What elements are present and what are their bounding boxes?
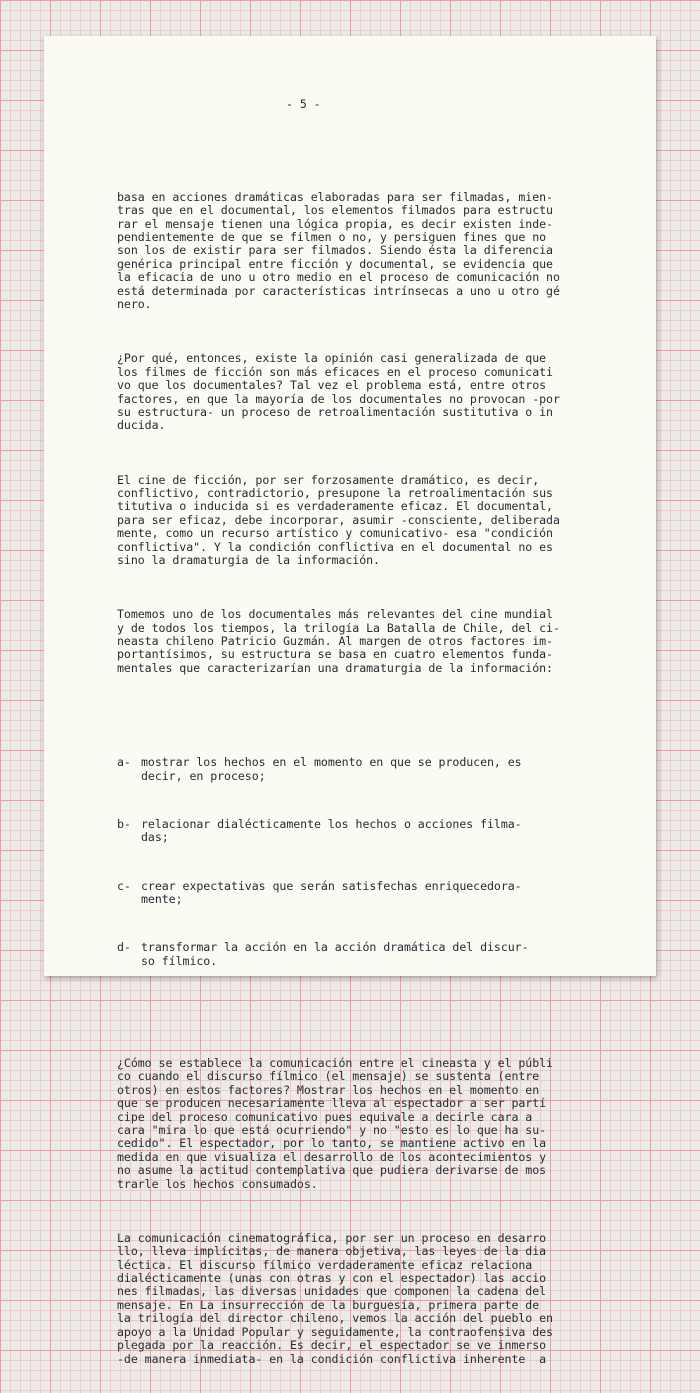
paragraph-2: ¿Por qué, entonces, existe la opinión casi generalizada de que los filmes de ficción son más eficaces en el proceso comunicati vo que los documentales? Tal vez el problema está, entre otros factores, en que la mayoría de los documentales no provocan -por su estructura- un proceso de retroalimentación sustitutiva o in ducida. xyxy=(117,351,560,433)
list-item-text: mostrar los hechos en el momento en que se producen, es decir, en proceso; xyxy=(141,755,522,783)
document-body xyxy=(117,164,560,1393)
list-marker: c- xyxy=(117,878,131,893)
paragraph-5: ¿Cómo se establece la comunicación entre el cineasta y el públi co cuando el discurso fílmico (el mensaje) se sustenta (entre otros) en estos factores? Mostrar los hechos en el momento en que se producen necesariamente lleva al espectador a ser partí cipe del proceso comunicativo pues equivale a decirle cara a cara "mira lo que está ocurriendo" y no "esto es lo que ha su- cedido". El espectador, por lo tanto, se mantiene activo en la medida en que visualiza el desarrollo de los acontecimientos y no asume la actitud contemplativa que pudiera derivarse de mos trarle los hechos consumados. xyxy=(117,1055,553,1191)
paragraph-6: La comunicación cinematográfica, por ser un proceso en desarro llo, lleva implícitas, de manera objetiva, las leyes de la dia léctica. El discurso fílmico verdaderamente eficaz relaciona dialécticamente (unas con otras y con el espectador) las accio nes filmadas, las diversas unidades que componen la cadena del mensaje. En La insurrección de la burguesía, primera parte de la trilogía del director chileno, vemos la acción del pueblo en apoyo a la Unidad Popular y seguidamente, la contraofensiva des plegada por la reacción. Es decir, el espectador se ve inmerso -de manera inmediata- en la condición conflictiva inherente a xyxy=(117,1230,553,1366)
list-marker: b- xyxy=(117,816,131,831)
list-item-text: crear expectativas que serán satisfechas enriquecedora- mente; xyxy=(141,878,522,906)
paragraph-4: Tomemos uno de los documentales más relevantes del cine mundial y de todos los tiempos, la trilogía La Batalla de Chile, del ci- neasta chileno Patricio Guzmán. Al margen de otros factores im- portantísimos, su estructura se basa en cuatro elementos funda- mentales que caracterizarían una dramaturgia de la información: xyxy=(117,607,560,675)
list-marker: d- xyxy=(117,940,131,955)
list-item xyxy=(117,818,560,845)
page-number: - 5 - xyxy=(286,97,321,111)
list-item-text: transformar la acción en la acción dramática del discur- so fílmico. xyxy=(141,940,529,968)
list-item xyxy=(117,756,560,783)
factor-list xyxy=(117,729,560,1002)
list-item-text: relacionar dialécticamente los hechos o acciones filma- das; xyxy=(141,816,522,845)
paragraph-3: El cine de ficción, por ser forzosamente dramático, es decir, conflictivo, contradictorio, presupone la retroalimentación sus titutiva o inducida si es verdaderamente eficaz. El documental, para ser eficaz, debe incorporar, asumir -consciente, deliberada mente, como un recurso artístico y comunicativo- esa "condición conflictiva". Y la condición conflictiva en el documental no es sino la dramaturgia de la información. xyxy=(117,472,560,567)
list-item xyxy=(117,941,560,968)
list-item xyxy=(117,880,560,907)
paragraph-1: basa en acciones dramáticas elaboradas para ser filmadas, mien- tras que en el documental, los elementos filmados para estructu rar el mensaje tienen una lógica propia, es decir existen inde- pendientemente de que se filmen o no, y persiguen fines que no son los de existir para ser filmados. Siendo ésta la diferencia genérica principal entre ficción y documental, se evidencia que la eficacia de uno u otro medio en el proceso de comunicación no está determinada por características intrínsecas a uno u otro gé nero. xyxy=(117,189,560,312)
list-marker: a- xyxy=(117,755,131,770)
